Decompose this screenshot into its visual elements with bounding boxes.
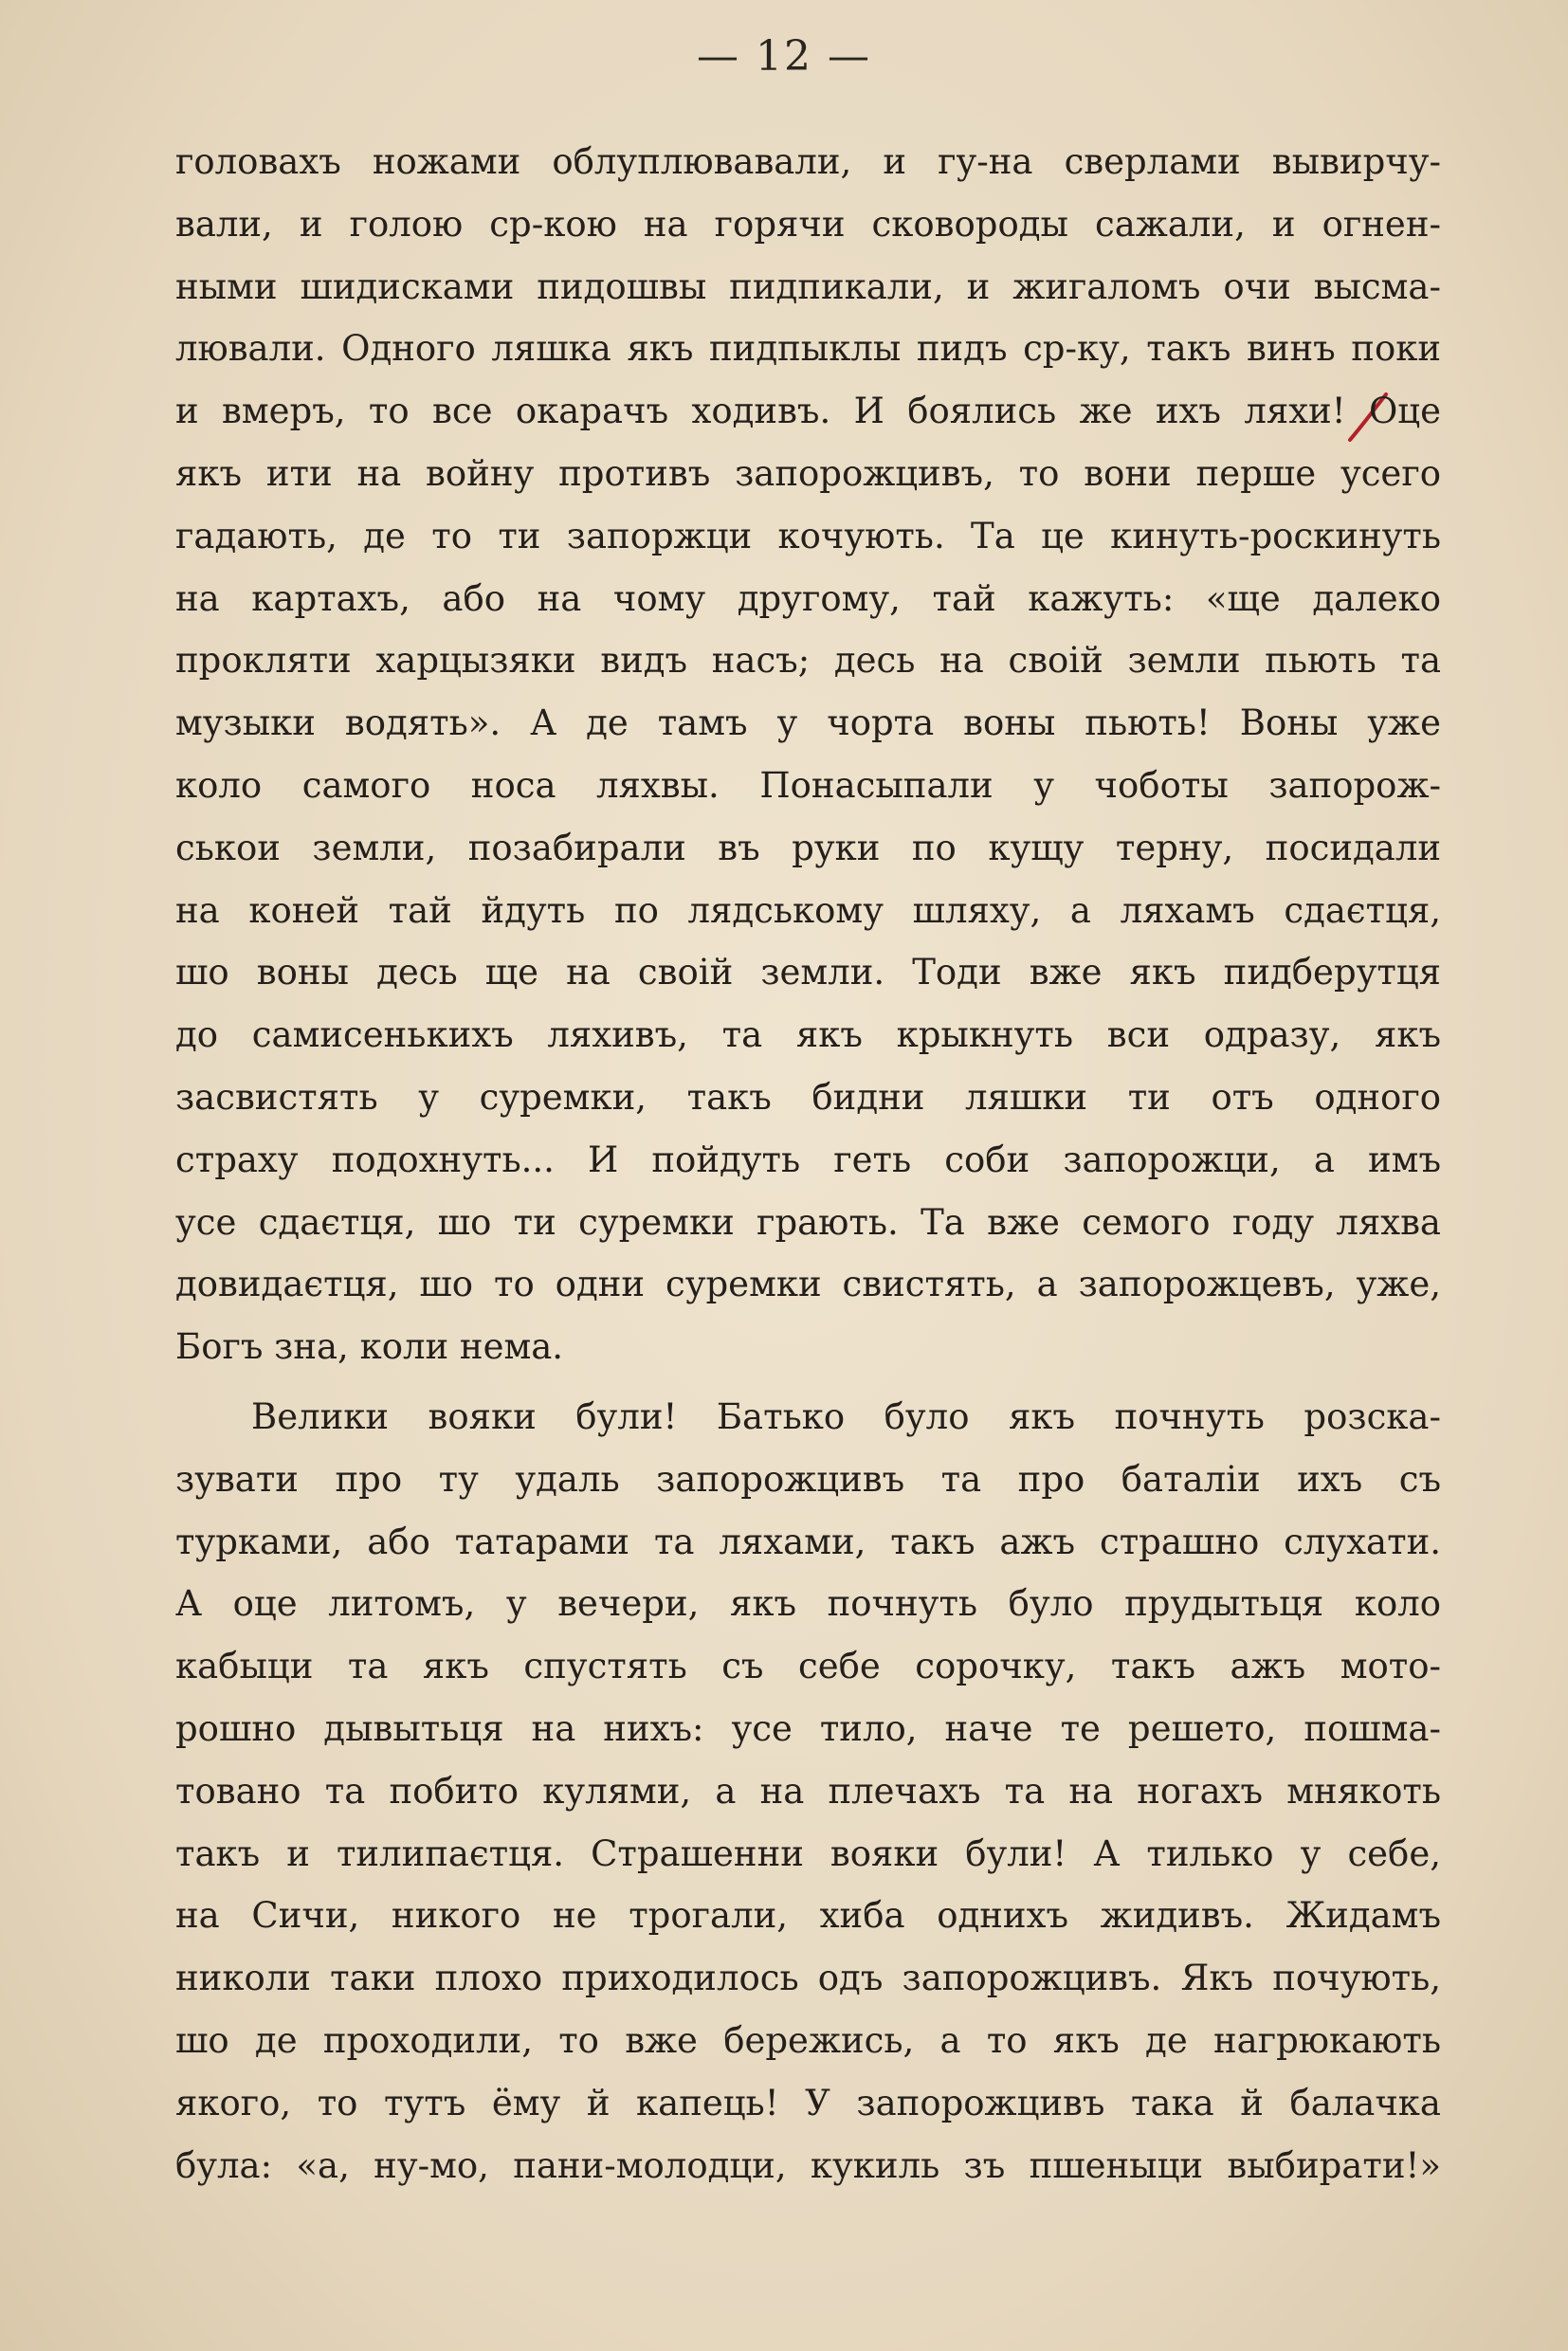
text-line: Богъ зна, коли нема. xyxy=(175,1326,564,1368)
text-line: гадають, де то ти запоржци кочують. Та це кинуть-роскинуть xyxy=(175,515,1441,556)
text-line: коло самого носа ляхвы. Понасыпали у чоботы запорож- xyxy=(175,764,1441,806)
text-line: зувати про ту удаль запорожцивъ та про баталіи ихъ съ xyxy=(175,1458,1441,1500)
text-line: прокляти харцызяки видъ насъ; десь на своій земли пьють та xyxy=(175,640,1441,682)
text-line: и вмеръ, то все окарачъ ходивъ. И боялись же ихъ ляхи! Оце xyxy=(175,391,1441,432)
text-line: головахъ ножами облуплювавали, и гу-на сверлами вывирчу- xyxy=(175,141,1441,182)
text-line: на коней тай йдуть по лядському шляху, а ляхамъ сдаєтця, xyxy=(175,889,1441,931)
paragraph-2 xyxy=(175,1386,1441,2196)
page-number: — 12 — xyxy=(697,32,871,81)
text-line: Велики вояки були! Батько було якъ почнуть розска- xyxy=(251,1395,1441,1437)
text-line: рошно дывытьця на нихъ: усе тило, наче те решето, пошма- xyxy=(175,1707,1441,1749)
text-line: засвистять у суремки, такъ бидни ляшки ти отъ одного xyxy=(175,1076,1441,1118)
text-line: до самисенькихъ ляхивъ, та якъ крыкнуть вси одразу, якъ xyxy=(175,1014,1441,1056)
text-line: усе сдаєтця, шо ти суремки грають. Та вже семого году ляхва xyxy=(175,1201,1441,1243)
text-line: страху подохнуть... И пойдуть геть соби запорожци, а имъ xyxy=(175,1139,1441,1180)
text-line: якъ ити на войну противъ запорожцивъ, то вони перше усего xyxy=(175,452,1441,494)
text-line: лювали. Одного ляшка якъ пидпыклы пидъ ср-ку, такъ винъ поки xyxy=(175,328,1441,370)
text-line: якого, то тутъ ёму й капець! У запорожцивъ така й балачка xyxy=(175,2082,1441,2123)
text-line: кабыци та якъ спустять съ себе сорочку, такъ ажъ мото- xyxy=(175,1646,1441,1687)
text-line: ными шидисками пидошвы пидпикали, и жигаломъ очи высма- xyxy=(175,265,1441,307)
text-line: николи таки плохо приходилось одъ запорожцивъ. Якъ почують, xyxy=(175,1958,1441,1999)
text-line: довидаєтця, шо то одни суремки свистять, а запорожцевъ, уже, xyxy=(175,1264,1441,1305)
text-line: була: «а, ну-мо, пани-молодци, кукиль зъ пшеныци выбирати!» xyxy=(175,2144,1441,2186)
body-text xyxy=(175,131,1441,2196)
text-line: на картахъ, або на чому другому, тай кажуть: «ще далеко xyxy=(175,577,1441,619)
text-line: шо воны десь ще на своій земли. Тоди вже якъ пидберутця xyxy=(175,952,1441,993)
text-line: музыки водять». А де тамъ у чорта воны пьють! Воны уже xyxy=(175,702,1441,744)
text-line: такъ и тилипаєтця. Страшенни вояки були! А тилько у себе, xyxy=(175,1832,1441,1874)
text-line: товано та побито кулями, а на плечахъ та на ногахъ мнякоть xyxy=(175,1770,1441,1812)
text-line: ськои земли, позабирали въ руки по кущу терну, посидали xyxy=(175,827,1441,868)
paragraph-gap xyxy=(175,1378,1441,1386)
text-line: на Сичи, никого не трогали, хиба однихъ жидивъ. Жидамъ xyxy=(175,1895,1441,1937)
text-line: шо де проходили, то вже бережись, а то якъ де нагрюкають xyxy=(175,2019,1441,2061)
text-line: вали, и голою ср-кою на горячи сковороды сажали, и огнен- xyxy=(175,203,1441,245)
text-line: турками, або татарами та ляхами, такъ ажъ страшно слухати. xyxy=(175,1521,1441,1562)
paragraph-1 xyxy=(175,131,1441,1378)
text-line: А оце литомъ, у вечери, якъ почнуть було прудытьця коло xyxy=(175,1583,1441,1625)
